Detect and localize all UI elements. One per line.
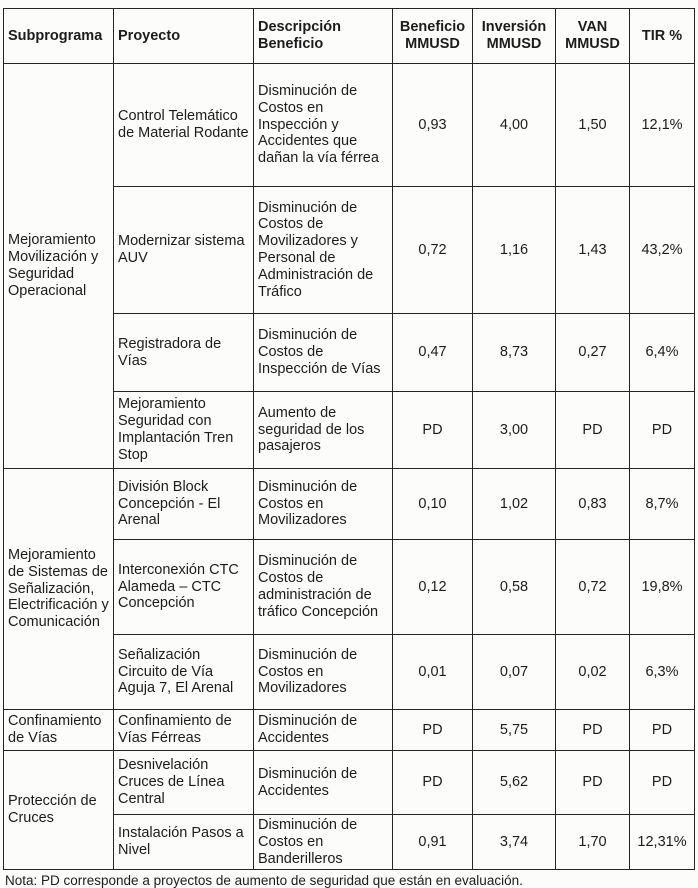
proyecto-cell: División Block Concepción - El Arenal: [114, 469, 254, 540]
col-header-subprograma: Subprograma: [4, 9, 114, 64]
inversion-cell: 5,75: [473, 710, 556, 751]
col-header-van-mmusd: VAN MMUSD: [556, 9, 630, 64]
inversion-cell: 1,02: [473, 469, 556, 540]
van-cell: 1,50: [556, 64, 630, 187]
tir-cell: 12,1%: [630, 64, 695, 187]
descripcion-cell: Disminución de Accidentes: [254, 710, 393, 751]
beneficio-cell: 0,72: [393, 187, 473, 314]
descripcion-cell: Disminución de Accidentes: [254, 751, 393, 815]
inversion-cell: 8,73: [473, 314, 556, 392]
van-cell: 1,43: [556, 187, 630, 314]
tir-cell: 19,8%: [630, 540, 695, 635]
tir-cell: 12,31%: [630, 815, 695, 870]
descripcion-cell: Disminución de Costos en Movilizadores: [254, 635, 393, 710]
van-cell: 1,70: [556, 815, 630, 870]
descripcion-cell: Disminución de Costos de Movilizadores y Personal de Administración de Tráfico: [254, 187, 393, 314]
table-row: [4, 751, 695, 815]
van-cell: 0,83: [556, 469, 630, 540]
tir-cell: PD: [630, 392, 695, 469]
table-row: [4, 710, 695, 751]
beneficio-cell: 0,12: [393, 540, 473, 635]
tir-cell: 6,4%: [630, 314, 695, 392]
col-header-descripcion-beneficio: Descripción Beneficio: [254, 9, 393, 64]
tir-cell: 43,2%: [630, 187, 695, 314]
subprograma-cell: Confinamiento de Vías: [4, 710, 114, 751]
beneficio-cell: 0,01: [393, 635, 473, 710]
beneficio-cell: 0,91: [393, 815, 473, 870]
tir-cell: PD: [630, 751, 695, 815]
inversion-cell: 3,00: [473, 392, 556, 469]
van-cell: 0,72: [556, 540, 630, 635]
inversion-cell: 5,62: [473, 751, 556, 815]
proyecto-cell: Interconexión CTC Alameda – CTC Concepción: [114, 540, 254, 635]
descripcion-cell: Disminución de Costos de Inspección de Vías: [254, 314, 393, 392]
van-cell: PD: [556, 710, 630, 751]
inversion-cell: 4,00: [473, 64, 556, 187]
col-header-beneficio-mmusd: Beneficio MMUSD: [393, 9, 473, 64]
table-body: [4, 64, 695, 870]
footnote: Nota: PD corresponde a proyectos de aumento de seguridad que están en evaluación.: [5, 873, 523, 888]
proyecto-cell: Instalación Pasos a Nivel: [114, 815, 254, 870]
beneficio-cell: PD: [393, 751, 473, 815]
tir-cell: PD: [630, 710, 695, 751]
proyecto-cell: Control Telemático de Material Rodante: [114, 64, 254, 187]
subprograma-cell: Protección de Cruces: [4, 751, 114, 870]
inversion-cell: 0,07: [473, 635, 556, 710]
inversion-cell: 0,58: [473, 540, 556, 635]
descripcion-cell: Disminución de Costos en Movilizadores: [254, 469, 393, 540]
inversion-cell: 1,16: [473, 187, 556, 314]
table-header: [4, 9, 695, 64]
van-cell: 0,02: [556, 635, 630, 710]
tir-cell: 8,7%: [630, 469, 695, 540]
col-header-inversion-mmusd: Inversión MMUSD: [473, 9, 556, 64]
proyecto-cell: Señalización Circuito de Vía Aguja 7, El Arenal: [114, 635, 254, 710]
proyecto-cell: Modernizar sistema AUV: [114, 187, 254, 314]
proyecto-cell: Desnivelación Cruces de Línea Central: [114, 751, 254, 815]
header-row: [4, 9, 695, 64]
beneficio-cell: 0,47: [393, 314, 473, 392]
descripcion-cell: Disminución de Costos de administración de tráfico Concepción: [254, 540, 393, 635]
descripcion-cell: Disminución de Costos en Banderilleros: [254, 815, 393, 870]
subprograma-cell: Mejoramiento de Sistemas de Señalización, Electrificación y Comunicación: [4, 469, 114, 710]
tir-cell: 6,3%: [630, 635, 695, 710]
beneficio-cell: PD: [393, 710, 473, 751]
col-header-tir: TIR %: [630, 9, 695, 64]
van-cell: PD: [556, 392, 630, 469]
proyecto-cell: Registradora de Vías: [114, 314, 254, 392]
beneficio-cell: 0,10: [393, 469, 473, 540]
descripcion-cell: Disminución de Costos en Inspección y Accidentes que dañan la vía férrea: [254, 64, 393, 187]
projects-evaluation-table: [3, 8, 695, 870]
proyecto-cell: Mejoramiento Seguridad con Implantación Tren Stop: [114, 392, 254, 469]
col-header-proyecto: Proyecto: [114, 9, 254, 64]
beneficio-cell: 0,93: [393, 64, 473, 187]
table-row: [4, 64, 695, 187]
proyecto-cell: Confinamiento de Vías Férreas: [114, 710, 254, 751]
van-cell: 0,27: [556, 314, 630, 392]
table-row: [4, 469, 695, 540]
inversion-cell: 3,74: [473, 815, 556, 870]
descripcion-cell: Aumento de seguridad de los pasajeros: [254, 392, 393, 469]
van-cell: PD: [556, 751, 630, 815]
beneficio-cell: PD: [393, 392, 473, 469]
subprograma-cell: Mejoramiento Movilización y Seguridad Operacional: [4, 64, 114, 469]
